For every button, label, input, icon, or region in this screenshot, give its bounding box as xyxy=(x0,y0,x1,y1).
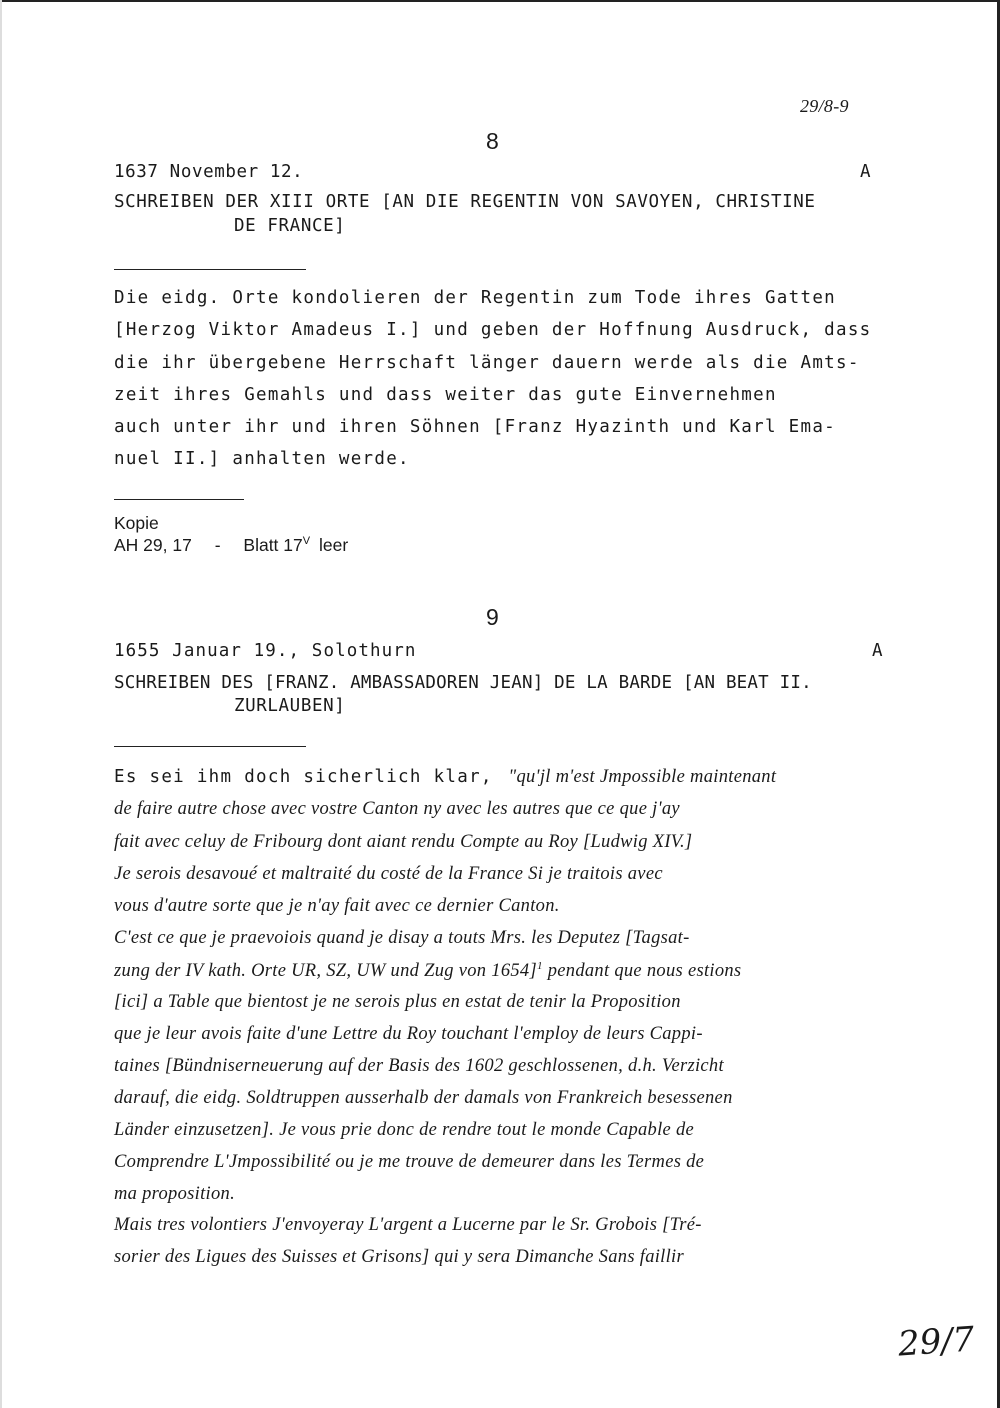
letter-segment: pendant que nous estions xyxy=(542,961,742,982)
letter-line: [ici] a Table que bientost je ne serois plus en estat de tenir la Proposition xyxy=(114,992,681,1012)
summary-line: zeit ihres Gemahls und dass weiter das gute Einvernehmen xyxy=(114,385,777,405)
letter-line: sorier des Ligues des Suisses et Grisons] qui y sera Dimanche Sans faillir xyxy=(114,1247,684,1267)
verso-marker: V xyxy=(302,535,311,548)
letter-line: fait avec celuy de Fribourg dont aiant rendu Compte au Roy [Ludwig XIV.] xyxy=(114,832,693,852)
letter-line: vous d'autre sorte que je n'ay fait avec ce dernier Canton. xyxy=(114,896,560,916)
doc8-source-reference xyxy=(114,535,348,556)
document-number-9: 9 xyxy=(486,604,499,630)
letter-line: Länder einzusetzen]. Je vous prie donc de rendre tout le monde Capable de xyxy=(114,1120,695,1140)
summary-line: die ihr übergebene Herrschaft länger dauern werde als die Amts- xyxy=(114,353,860,373)
letter-segment: zung der IV kath. Orte UR, SZ, UW und Zug von 1654] xyxy=(114,961,537,982)
document-number-8: 8 xyxy=(486,128,499,154)
scan-border-left xyxy=(0,0,2,1408)
handwritten-folio-number: 29/7 xyxy=(896,1319,976,1365)
letter-line: ma proposition. xyxy=(114,1184,235,1204)
blatt-reference: Blatt 17 xyxy=(243,535,303,555)
doc8-date: 1637 November 12. xyxy=(114,162,304,182)
letter-line: Mais tres volontiers J'envoyeray L'argent a Lucerne par le Sr. Grobois [Tré- xyxy=(114,1215,702,1235)
letter-line xyxy=(114,767,776,788)
quote-start: "qu'jl m'est Jmpossible maintenant xyxy=(508,767,777,787)
letter-line: taines [Bündniserneuerung auf der Basis des 1602 geschlossenen, d.h. Verzicht xyxy=(114,1056,724,1076)
page-reference: 29/8-9 xyxy=(800,96,849,116)
doc8-source-kind: Kopie xyxy=(114,513,159,533)
archive-reference: AH 29, 17 xyxy=(114,535,192,555)
source-dash: - xyxy=(214,535,221,555)
doc9-title-line1: SCHREIBEN DES [FRANZ. AMBASSADOREN JEAN] DE LA BARDE [AN BEAT II. xyxy=(114,673,812,693)
summary-line: Die eidg. Orte kondolieren der Regentin zum Tode ihres Gatten xyxy=(114,288,836,308)
letter-line: Comprendre L'Jmpossibilité ou je me trouve de demeurer dans les Termes de xyxy=(114,1152,705,1172)
summary-intro: Es sei ihm doch sicherlich klar, xyxy=(114,767,493,787)
divider-rule xyxy=(114,269,306,270)
summary-line: [Herzog Viktor Amadeus I.] und geben der Hoffnung Ausdruck, dass xyxy=(114,320,872,340)
letter-line: C'est ce que je praevoiois quand je disay a touts Mrs. les Deputez [Tagsat- xyxy=(114,928,690,948)
summary-line: auch unter ihr und ihren Söhnen [Franz Hyazinth und Karl Ema- xyxy=(114,417,836,437)
letter-line: darauf, die eidg. Soldtruppen ausserhalb der damals von Frankreich besessenen xyxy=(114,1088,733,1108)
doc9-title-line2: ZURLAUBEN] xyxy=(234,696,346,716)
scan-border-top xyxy=(0,0,1000,2)
doc9-type: A xyxy=(872,641,884,661)
letter-line: que je leur avois faite d'une Lettre du Roy touchant l'employ de leurs Cappi- xyxy=(114,1024,703,1044)
doc8-type: A xyxy=(860,162,872,182)
doc9-date: 1655 Januar 19., Solothurn xyxy=(114,641,417,661)
footnote-marker: 1 xyxy=(536,960,543,972)
doc8-title-line2: DE FRANCE] xyxy=(234,216,346,236)
letter-line: de faire autre chose avec vostre Canton ny avec les autres que ce que j'ay xyxy=(114,799,680,819)
doc8-title-line1: SCHREIBEN DER XIII ORTE [AN DIE REGENTIN VON SAVOYEN, CHRISTINE xyxy=(114,192,816,212)
summary-line: nuel II.] anhalten werde. xyxy=(114,449,410,469)
letter-line: Je serois desavoué et maltraité du costé de la France Si je traitois avec xyxy=(114,864,663,884)
blatt-note: leer xyxy=(318,535,349,555)
letter-line xyxy=(114,960,741,982)
divider-rule xyxy=(114,746,306,747)
divider-rule xyxy=(114,499,244,500)
